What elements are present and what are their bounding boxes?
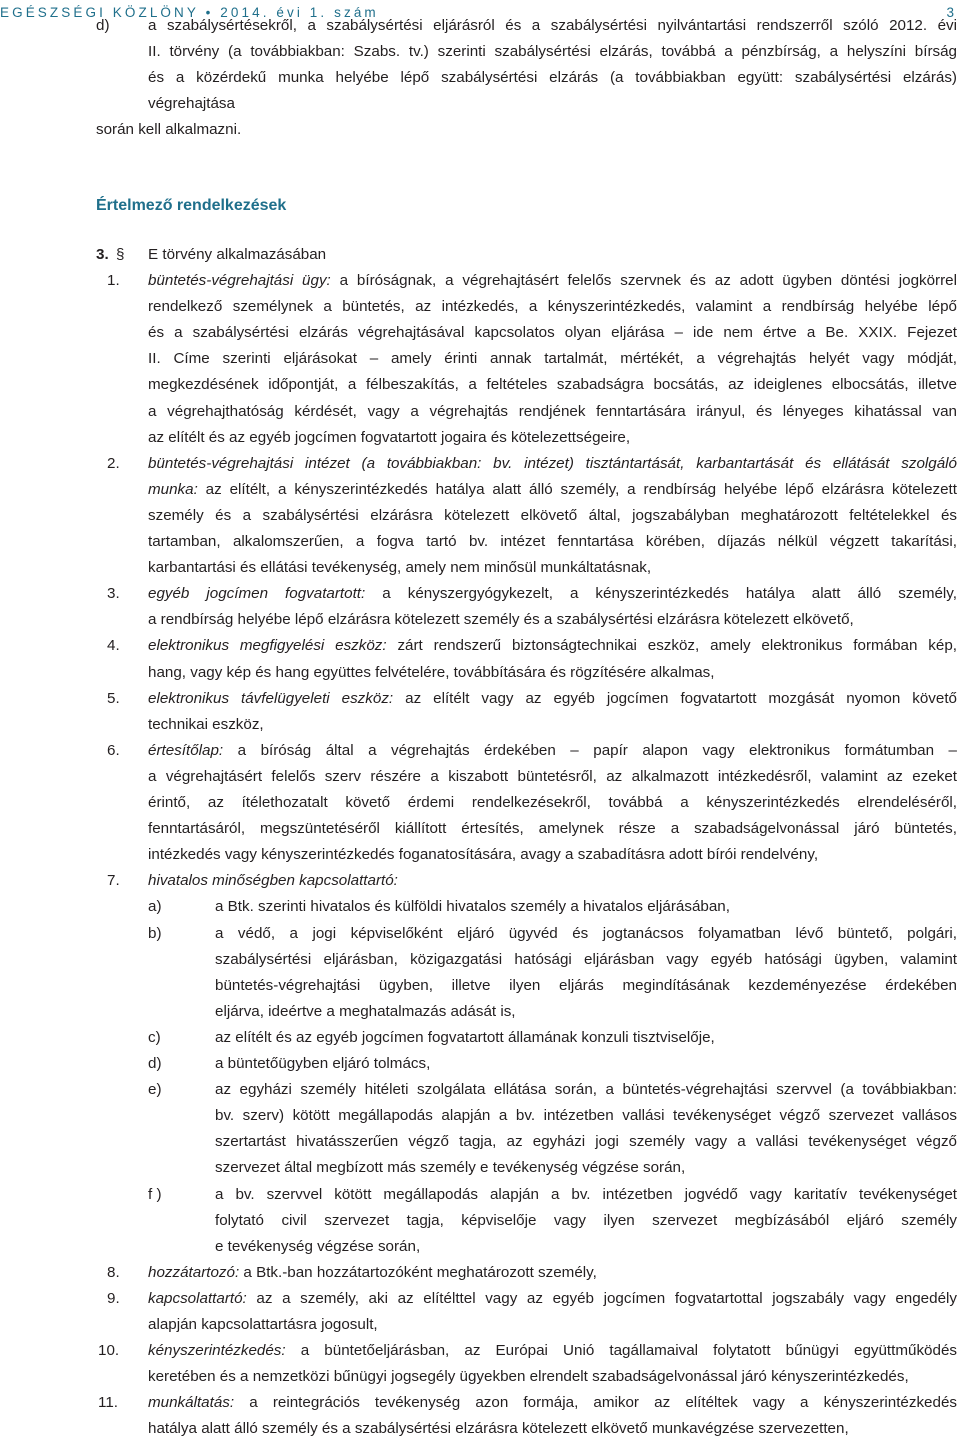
- line-text: a büntetőügyben eljáró tolmács,: [215, 1055, 431, 1072]
- text-line: [148, 868, 398, 894]
- text-line: [148, 13, 957, 39]
- line-text: eljárva, ideértve a meghatalmazás adását is,: [215, 1002, 516, 1020]
- text-line: [148, 268, 957, 294]
- text-line: [148, 1390, 957, 1416]
- line-text: a végrehajthatóság kérdését, vagy a végrehajtás rendjének fenntartására irányul, és lényeges kihatással van: [148, 402, 957, 420]
- text-line: [148, 294, 957, 320]
- defined-term: egyéb jogcímen fogvatartott:: [148, 585, 366, 603]
- line-text: a bv. szervvel kötött megállapodás alapján a bv. intézetben jogvédő vagy karitatív tevékenységet: [215, 1185, 957, 1203]
- text-line: [148, 399, 957, 425]
- line-text: személy és a szabálysértési elzárásra kötelezett elkövető által, jogszabályban meghatározott feltételekkel és: [148, 506, 957, 524]
- defined-term: elektronikus távfelügyeleti eszköz:: [148, 689, 394, 707]
- text-line: [215, 1208, 957, 1234]
- line-text: a Btk.-ban hozzátartozóként meghatározott személy,: [239, 1263, 597, 1281]
- text-line: [215, 921, 957, 947]
- text-line: [148, 555, 651, 581]
- line-text: zárt rendszerű biztonságtechnikai eszköz, amely elektronikus formában kép,: [386, 637, 957, 655]
- line-text: folytató civil szervezet tagja, képviselője vagy ilyen szervezet megbízásából eljáró személy: [215, 1211, 957, 1229]
- item-number: 5.: [107, 689, 120, 707]
- line-text: szervezet által megbízott más személy e tevékenység végzése során,: [215, 1159, 686, 1177]
- text-line: [148, 477, 957, 503]
- defined-term: kényszerintézkedés:: [148, 1342, 286, 1360]
- item-number: 10.: [98, 1342, 120, 1360]
- line-text: az a személy, aki az elítélttel vagy az egyéb jogcímen fogvatartottal jogszabály vagy engedély: [246, 1289, 957, 1307]
- text-line: [215, 973, 957, 999]
- line-text: a védő, a jogi képviselőként eljáró ügyvéd és jogtanácsos folyamatban lévő büntető, polgári,: [215, 924, 957, 942]
- item-number: 11.: [98, 1394, 118, 1412]
- item-number: 8.: [107, 1263, 120, 1281]
- text-line: [148, 1338, 957, 1364]
- line-text: a Btk. szerinti hivatalos és külföldi hivatalos személy a hivatalos eljárásában,: [215, 898, 730, 916]
- line-text: az elítélt vagy az egyéb jogcímen fogvatartott mozgását nyomon követő: [393, 689, 957, 707]
- text-line: [148, 607, 854, 633]
- item-number: 2.: [107, 454, 120, 472]
- item-number: 1.: [107, 272, 120, 289]
- text-line: [148, 91, 235, 117]
- text-line: [148, 581, 957, 607]
- defined-term: értesítőlap:: [148, 741, 224, 759]
- line-text: II. Címe szerinti eljárásokat – amely érinti annak tartalmát, mértékét, a végrehajtás helyét vagy módját,: [148, 350, 957, 368]
- text-line: [148, 633, 957, 659]
- text-line: [148, 372, 957, 398]
- text-line: [215, 1051, 430, 1077]
- line-text: megkezdésének időpontját, a félbeszakítás, a feltételes szabadságra bocsátás, az ideiglenes elbocsátás, illetve: [148, 376, 957, 394]
- defined-term: hivatalos minőségben kapcsolattartó:: [148, 872, 398, 890]
- text-line: [215, 1077, 957, 1103]
- text-line: [215, 1025, 715, 1051]
- text-line: [148, 738, 957, 764]
- text-line: [148, 1286, 957, 1312]
- subitem-label: b): [148, 924, 162, 942]
- text-line: [148, 320, 957, 346]
- line-text: hang, vagy kép és hang együttes felvételére, továbbítására és rögzítésére alkalmas,: [148, 663, 715, 681]
- text-line: [148, 39, 957, 65]
- line-text: hatálya alatt álló személy és a szabálysértési elzárásra kötelezett elkövető munkavégzése szervezetten,: [148, 1420, 849, 1438]
- subitem-label: d): [148, 1055, 162, 1072]
- line-text: technikai eszköz,: [148, 715, 264, 733]
- text-line: [148, 660, 715, 686]
- line-text: végrehajtása: [148, 95, 235, 113]
- line-text: a végrehajtásért felelős szerv részére a kiszabott büntetésről, az alkalmazott intézkedésről, valamint az ezeket: [148, 767, 957, 785]
- text-line: [148, 425, 630, 451]
- text-line: [215, 947, 957, 973]
- text-line: [148, 712, 264, 738]
- line-text: rendelkező személynek a büntetés, az intézkedés, a kényszerintézkedés, valamint a rendbírság helyébe lépő: [148, 298, 957, 316]
- defined-term: büntetés-végrehajtási intézet (a továbbiakban: bv. intézet) tisztántartását, karbantartását és ellátását szolgáló: [148, 454, 957, 472]
- subitem-label: f ): [148, 1185, 162, 1203]
- text-line: [148, 764, 957, 790]
- text-line: [215, 1182, 957, 1208]
- intro-closing: során kell alkalmazni.: [96, 121, 242, 139]
- section-lead: E törvény alkalmazásában: [148, 246, 327, 263]
- defined-term: munka:: [148, 480, 198, 498]
- text-line: [148, 503, 957, 529]
- item-number: 4.: [107, 637, 120, 655]
- line-text: intézkedés vagy kényszerintézkedés foganatosítására, avagy a szabadításra adott bírói rendelvény,: [148, 846, 819, 864]
- text-line: [148, 451, 957, 477]
- item-label: d): [96, 17, 110, 34]
- line-text: tartamban, alkalomszerűen, a fogva tartó bv. intézet fenntartása körében, díjazás nélkül végzett takarítási,: [148, 533, 957, 550]
- line-text: az elítélt és az egyéb jogcímen fogvatartott államának konzuli tisztviselője,: [215, 1028, 715, 1046]
- line-text: II. törvény (a továbbiakban: Szabs. tv.) szerinti szabálysértési elzárás, továbbá a pénzbírság, a helyszíni bírság: [148, 43, 957, 61]
- text-line: [215, 1129, 957, 1155]
- line-text: a reintegrációs tevékenység azon formája, amikor az elítéltek vagy a kényszerintézkedés: [234, 1394, 957, 1412]
- line-text: büntetés-végrehajtási ügyben, illetve ilyen eljárás megindításának kezdeményezése érdekében: [215, 976, 957, 994]
- defined-term: elektronikus megfigyelési eszköz:: [148, 637, 387, 655]
- defined-term: munkáltatás:: [148, 1394, 235, 1412]
- defined-term: kapcsolattartó:: [148, 1289, 247, 1307]
- section-heading: Értelmező rendelkezések: [96, 197, 287, 214]
- line-text: az elítélt és az egyéb jogcímen fogvatartott jogaira és kötelezettségeire,: [148, 428, 631, 446]
- line-text: szabálysértési eljárásban, közigazgatási hatósági eljárásban vagy egyéb hatósági ügyben, valamint: [215, 950, 957, 968]
- line-text: a rendbírság helyébe lépő elzárásra kötelezett személy és a szabálysértési elzárásra kötelezett elkövető,: [148, 611, 854, 629]
- text-line: [148, 686, 957, 712]
- page-number: 3: [946, 5, 954, 20]
- line-text: a bíróság által a végrehajtás érdekében – papír alapon vagy elektronikus formátumban –: [223, 741, 957, 759]
- line-text: érintő, az ítélethozatalt követő érdemi rendelkezésekről, továbbá a kényszerintézkedés elrendeléséről,: [148, 794, 957, 811]
- item-number: 7.: [107, 872, 120, 890]
- line-text: és a szabálysértési elzárás végrehajtásával kapcsolatos olyan eljárása – ide nem értve a Be. XXIX. Fejezet: [148, 324, 957, 342]
- text-line: [215, 1234, 420, 1260]
- text-line: [215, 1155, 685, 1181]
- text-line: [148, 1416, 849, 1442]
- subitem-label: e): [148, 1081, 162, 1099]
- line-text: keretében és a nemzetközi bűnügyi jogsegély ügyekben elrendelt szabadságelvonással járó kényszerintézkedés,: [148, 1368, 909, 1386]
- text-line: [148, 816, 957, 842]
- line-text: karbantartási és ellátási tevékenység, amely nem minősül munkáltatásnak,: [148, 559, 652, 577]
- subitem-label: c): [148, 1028, 161, 1046]
- line-text: a bíróságnak, a végrehajtásért felelős szervnek és az adott ügyben döntési jogkörrel: [330, 272, 957, 289]
- line-text: és a közérdekű munka helyébe lépő szabálysértési elzárás (a továbbiakban együtt: szabálysértési elzárás): [148, 69, 957, 87]
- item-number: 3.: [107, 585, 120, 603]
- section-sign: §: [116, 246, 125, 263]
- text-line: [148, 1364, 909, 1390]
- line-text: a büntetőeljárásban, az Európai Unió tagállamaival folytatott bűnügyi együttműködés: [285, 1342, 957, 1360]
- line-text: az elítélt, a kényszerintézkedés hatálya alatt álló személy, a rendbírság helyébe lépő elzárásra kötelezett: [197, 480, 957, 498]
- text-line: [148, 529, 957, 555]
- line-text: e tevékenység végzése során,: [215, 1237, 421, 1255]
- text-line: [215, 999, 516, 1025]
- subitem-label: a): [148, 898, 162, 916]
- text-line: [148, 790, 957, 816]
- text-line: [215, 1103, 957, 1129]
- defined-term: hozzátartozó:: [148, 1263, 240, 1281]
- text-line: [148, 842, 818, 868]
- defined-term: büntetés-végrehajtási ügy:: [148, 272, 331, 289]
- item-number: 6.: [107, 741, 120, 759]
- line-text: a szabálysértésekről, a szabálysértési eljárásról és a szabálysértési nyilvántartási rendszerről szóló 2012. évi: [148, 17, 957, 34]
- line-text: alapján kapcsolattartásra jogosult,: [148, 1316, 378, 1333]
- text-line: [148, 1260, 597, 1286]
- line-text: a kényszergyógykezelt, a kényszerintézkedés hatálya alatt álló személy,: [365, 585, 957, 603]
- text-line: [148, 1312, 378, 1338]
- text-line: [215, 894, 730, 920]
- line-text: bv. szerv) kötött megállapodás alapján a bv. intézetben vallási tevékenységet végző szervezet vallásos: [215, 1107, 957, 1125]
- section-number: 3.: [96, 246, 109, 263]
- line-text: fenntartásáról, megszüntetéséről kiállított értesítés, amelynek része a szabadságelvonással járó büntetés,: [148, 820, 957, 838]
- running-title: EGÉSZSÉGI KÖZLÖNY • 2014. évi 1. szám: [0, 5, 379, 20]
- line-text: szertartást hivatásszerűen végző tagja, az egyházi jogi személy vagy a vallási tevékenységet végző: [215, 1133, 957, 1151]
- text-line: [148, 65, 957, 91]
- item-number: 9.: [107, 1289, 120, 1307]
- line-text: az egyházi személy hitéleti szolgálata ellátása során, a büntetés-végrehajtási szervvel (a továbbiakban:: [215, 1081, 957, 1099]
- text-line: [148, 346, 957, 372]
